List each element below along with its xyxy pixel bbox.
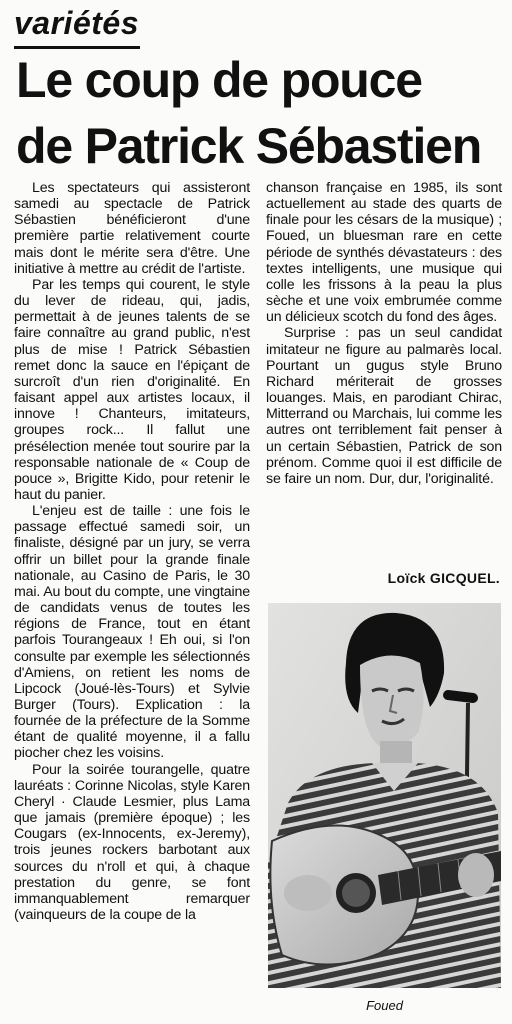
headline-line-1: Le coup de pouce [16,52,422,108]
paragraph-continued: chanson française en 1985, ils sont actuellement au stade des quarts de finale pour les césars de la musique) ; Foued, un bluesman rare en cette période de synthés dévastateurs : des textes intelligents, une musique qui colle les frissons à la peau la plus sèche et une voix embrumée comme un délicieux scotch du fond des âges. [266,180,502,326]
paragraph: Pour la soirée tourangelle, quatre lauréats : Corinne Nicolas, style Karen Cheryl · Claude Lesmier, plus Lama que jamais (première époque) ; les Cougars (ex-Innocents, ex-Jeremy), trois jeunes rockers barbotant aux sources du n'roll et qui, à chaque prestation du genre, se font immanquablement remarquer (vainqueurs de la coupe de la [14,761,250,924]
article-column-2 [266,180,502,487]
paragraph: Surprise : pas un seul candidat imitateur ne figure au palmarès local. Pourtant un gugus style Bruno Richard mériterait de grosses louanges. Mais, en parodiant Chirac, Mitterrand ou Marchais, lui comme les autres ont terriblement fait penser à un certain Sébastien, Patrick de son prénom. Comme quoi il est difficile de se faire un nom. Dur, dur, l'originalité. [266,325,502,487]
article-column-1 [14,180,250,923]
photo-guitarist [268,603,501,988]
headline-line-2: de Patrick Sébastien [16,118,482,174]
author-signature: Loïck GICQUEL. [387,570,500,586]
guitarist-photo-illustration [268,603,501,988]
paragraph: Les spectateurs qui assisteront samedi au spectacle de Patrick Sébastien bénéficieront d'une première partie relativement courte mais dont le mérite sera d'être. Une initiative à mettre au crédit de l'artiste. [14,180,250,277]
paragraph: Par les temps qui courent, le style du lever de rideau, qui, jadis, permettait à de jeunes talents de se faire connaître au grand public, n'est plus de mise ! Patrick Sébastien remet donc la sauce en l'épiçant de surcroît d'un rien d'originalité. En faisant appel aux artistes locaux, il innove ! Chanteurs, imitateurs, groupes rock... Il fallut une présélection menée tout sourire par la responsable nationale de « Coup de pouce », Brigitte Kido, pour retenir le haut du panier. [14,276,250,503]
section-kicker: variétés [14,6,140,49]
photo-caption: Foued [366,998,403,1013]
paragraph: L'enjeu est de taille : une fois le passage effectué samedi soir, un finaliste, désigné par un jury, se verra offrir un billet pour la grande finale nationale, au Casino de Paris, le 30 mai. Au bout du compte, une vingtaine de candidats venus de toutes les régions de France, tout en étant parfois Tourangeaux ! Eh oui, si l'on consulte par exemple les sélectionnés d'Amiens, on retient les noms de Lipcock (Joué-lès-Tours) et Sylvie Burger (Tours). Explication : la fournée de la préfecture de la Somme étant de qualité moyenne, il a fallu piocher chez les voisins. [14,503,250,762]
